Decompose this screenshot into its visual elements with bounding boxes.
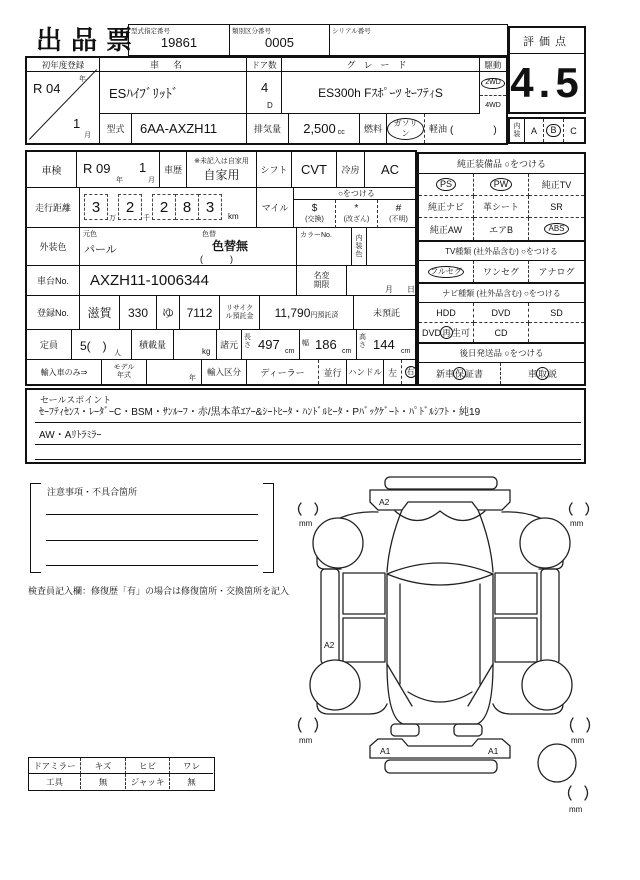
- width-cell: [300, 330, 357, 360]
- mileage-digit-4: 8: [175, 194, 199, 220]
- doors-value: 4: [261, 80, 269, 95]
- equipment-box: [417, 152, 586, 242]
- shaken-cell: [77, 152, 160, 188]
- cooling-label: 冷房: [337, 152, 365, 188]
- mileage-label: 走行距離: [27, 188, 80, 228]
- history-cell: [187, 152, 257, 188]
- color-change-value: 色替無: [212, 239, 249, 253]
- navi-dvd: DVD: [474, 303, 529, 323]
- unit-label-spare: mm: [569, 805, 583, 814]
- shaken-month: 1: [139, 160, 147, 175]
- displacement-cell: [289, 114, 360, 143]
- inspector-note: 検査員記入欄：修復歴「有」の場合は修復箇所・交換箇所を記入: [28, 586, 290, 596]
- chassis-value: AXZH11-1006344: [80, 266, 297, 296]
- unit-label-rear-left: mm: [299, 736, 313, 745]
- notes-label: 注意事項・不具合箇所: [47, 487, 138, 497]
- fuel-diesel: 軽油 ( ): [425, 114, 506, 143]
- chassis-label: 車台No.: [27, 266, 80, 296]
- navi-type-header: ナビ種類 (社外品含む) ○をつける: [419, 284, 584, 303]
- import-label: 輸入車のみ⇒: [27, 360, 102, 384]
- grade-value: ES300h Fｽﾎﾟｰﾂ ｾｰﾌﾃｨS: [282, 72, 480, 114]
- load-unit: kg: [202, 347, 211, 356]
- equipment-tv: 純正TV: [529, 174, 584, 196]
- accessories-cell-jack-none: 無: [187, 776, 196, 787]
- interior-color-label: 内装色: [352, 228, 367, 266]
- sales-points-line1: ｾｰﾌﾃｨｾﾝｽ・ﾚｰﾀﾞｰC・BSM・ｻﾝﾙｰﾌ・赤/黒本革ｴｱｰ&ｼｰﾄﾋｰﾀ・ﾊﾝﾄﾞﾙﾋｰﾀ・Pﾊﾞｯｸｹﾞｰﾄ・ﾊﾟﾄﾞﾙｼﾌﾄ・純19: [35, 403, 581, 423]
- nav-empty-cell: [529, 323, 584, 342]
- mileage-digit-5: 3: [198, 194, 222, 220]
- fuel-paren: ( ): [450, 125, 497, 136]
- model-label: 型式: [100, 114, 132, 143]
- displacement-label: 排気量: [247, 114, 289, 143]
- front-panel-icon: [370, 490, 510, 510]
- door-front-left-icon: [343, 573, 385, 614]
- original-color-label: 元色: [83, 231, 97, 238]
- import-type-parallel: 並行: [319, 360, 347, 384]
- shaken-month-unit: 月: [148, 177, 155, 184]
- unit-label-rear-right: mm: [571, 736, 585, 745]
- type-designation-value: 19861: [160, 35, 198, 50]
- cooling-value: AC: [365, 152, 415, 188]
- hood-lines-icon: [395, 511, 485, 521]
- quarter-lines-icon: [387, 664, 493, 706]
- mileage-unit-man: 万: [109, 215, 116, 222]
- rear-bumper-icon: [385, 760, 497, 773]
- capacity-cell: [72, 330, 132, 360]
- door-front-right-icon: [495, 573, 537, 614]
- recycle-label: リサイクル預託金: [220, 296, 260, 330]
- shift-label: シフト: [257, 152, 292, 188]
- mileage-digit-1: 3: [84, 194, 108, 220]
- score-box: [508, 26, 586, 114]
- score-value: 4.5: [510, 58, 584, 106]
- bracket-spare-icon: [569, 786, 588, 800]
- interior-grade-b: B: [544, 119, 564, 142]
- import-type-label: 輸入区分: [202, 360, 247, 384]
- height-cell: [357, 330, 419, 360]
- first-reg-month-unit: 月: [84, 132, 91, 139]
- accessories-cell-doormirror: ドアミラー: [29, 758, 81, 774]
- model-value: 6AA-AXZH11: [132, 114, 247, 143]
- spec-label: 諸元: [217, 330, 242, 360]
- width-label: 幅: [302, 340, 309, 347]
- recycle-value: 11,790: [274, 305, 311, 320]
- first-reg-year: R 04: [33, 81, 61, 96]
- accessories-cell-jack: ジャッキ: [126, 774, 170, 789]
- first-reg-cell: [27, 72, 100, 143]
- height-unit: cm: [401, 348, 411, 355]
- windshield-icon: [387, 563, 493, 585]
- car-top-view-diagram: [283, 472, 625, 822]
- capacity-unit: 人: [114, 350, 121, 357]
- first-reg-year-unit: 年: [79, 76, 86, 83]
- mileage-mark-exchange: $ (交換): [294, 200, 336, 228]
- displacement-value: 2,500: [303, 121, 336, 136]
- car-name-value: ESﾊｲﾌﾞﾘｯﾄﾞ: [100, 72, 247, 114]
- mileage-mark-unknown: # (不明): [378, 200, 419, 228]
- tv-oneseg: ワンセグ: [474, 261, 529, 282]
- tv-analog: アナログ: [538, 267, 575, 277]
- rear-light-right-icon: [454, 724, 482, 736]
- accessories-table: [28, 757, 215, 791]
- exterior-color-label: 外装色: [27, 228, 80, 266]
- navi-cd: CD: [474, 323, 529, 342]
- height-value: 144: [373, 337, 395, 352]
- grade-label: グレード: [282, 58, 480, 72]
- length-cell: [242, 330, 300, 360]
- shift-value: CVT: [292, 152, 337, 188]
- fuel-gasoline: ガソリン: [387, 114, 425, 143]
- later-items-box: [417, 342, 586, 386]
- rear-damage-label-left: A1: [380, 746, 391, 756]
- vehicle-table: [25, 56, 508, 145]
- doors-cell: [247, 72, 282, 114]
- classification-box: [229, 24, 330, 56]
- later-item-warranty: 新車 保 証書: [419, 363, 501, 384]
- mileage-digit-3: 2: [152, 194, 176, 220]
- shaken-label: 車検: [27, 152, 77, 188]
- model-year-label: モデル年式: [102, 360, 147, 384]
- bracket-rear-right-icon: [571, 718, 590, 732]
- equipment-sr: SR: [529, 196, 584, 218]
- interior-grade-box: [508, 117, 586, 144]
- wheel-front-left-icon: [313, 518, 363, 568]
- bracket-rear-left-icon: [299, 718, 318, 732]
- handle-left: 左: [384, 360, 402, 384]
- color-no-cell: [297, 228, 352, 266]
- name-change-label: 名変期限: [297, 266, 347, 296]
- navi-hdd: HDD: [419, 303, 474, 323]
- detail-table: [25, 150, 417, 386]
- mileage-mark-header: ○をつける: [294, 188, 419, 200]
- front-damage-label: A2: [379, 497, 390, 507]
- original-color-value: パール: [84, 244, 117, 256]
- serial-label: シリアル番号: [332, 28, 371, 35]
- rear-damage-label-right: A1: [488, 746, 499, 756]
- mile-label: マイル: [257, 188, 294, 228]
- width-value: 186: [315, 337, 337, 352]
- accessories-cell-tools-none: 無: [81, 774, 126, 789]
- registration-label: 登録No.: [27, 296, 80, 330]
- history-label: 車歴: [160, 152, 187, 188]
- mileage-mark-tampered: * (改ざん): [336, 200, 378, 228]
- name-change-month: 月: [385, 285, 393, 294]
- interior-grade-label: 内装: [510, 119, 525, 142]
- capacity-value: 5( ): [80, 339, 107, 353]
- equipment-header: 純正装備品 ○をつける: [419, 154, 584, 174]
- name-change-day: 日: [407, 285, 415, 294]
- notes-line-3: [46, 549, 258, 566]
- navi-sd: SD: [529, 303, 584, 323]
- height-label: 高さ: [359, 334, 366, 349]
- equipment-leather: 革シート: [474, 196, 529, 218]
- score-label: 評価点: [510, 28, 584, 54]
- door-rear-left-icon: [343, 618, 385, 662]
- handle-right: 右: [406, 367, 415, 376]
- unit-label-front-right: mm: [570, 519, 584, 528]
- equipment-abs: ABS: [529, 218, 584, 240]
- capacity-label: 定員: [27, 330, 72, 360]
- mileage-unit-km: km: [228, 212, 239, 221]
- notes-line-2: [46, 524, 258, 541]
- name-change-cell: [347, 266, 419, 296]
- drive-2wd: 2WD: [480, 72, 506, 96]
- wheel-rear-right-icon: [522, 660, 572, 710]
- tv-type-box: [417, 240, 586, 284]
- rear-body-icon: [387, 664, 493, 724]
- displacement-unit: cc: [337, 129, 345, 136]
- handle-label: ハンドル: [347, 360, 384, 384]
- equipment-navi: 純正ナビ: [419, 196, 474, 218]
- car-name-label: 車名: [100, 58, 247, 72]
- equipment-aw: 純正AW: [419, 218, 474, 240]
- equipment-ps: PS: [419, 174, 474, 196]
- side-damage-label: A2: [324, 640, 335, 650]
- unit-label-front-left: mm: [299, 519, 313, 528]
- shaken-year: R 09: [83, 161, 111, 176]
- mileage-unit-sen: 千: [143, 215, 150, 222]
- color-change-label: 色替: [202, 231, 216, 238]
- body-side-lines-icon: [387, 574, 493, 664]
- color-change-paren: ( ): [200, 254, 233, 264]
- first-reg-label: 初年度登録: [27, 58, 100, 72]
- accessories-cell-crack: ヒビ: [126, 758, 170, 774]
- wheel-rear-left-icon: [310, 660, 360, 710]
- sales-points-line3: [35, 447, 581, 460]
- recycle-value-cell: [260, 296, 354, 330]
- interior-grade-c: C: [570, 125, 577, 136]
- history-note: ※未記入は自家用: [194, 158, 249, 165]
- serial-box: [329, 24, 508, 56]
- first-reg-month: 1: [73, 116, 81, 131]
- accessories-cell-break: ワレ: [170, 758, 213, 774]
- accessories-cell-tools: 工具: [29, 774, 81, 789]
- rear-window-icon: [408, 692, 472, 702]
- type-designation-label: 型式指定番号: [131, 28, 170, 35]
- tv-fullseg: フルセグ: [419, 261, 474, 282]
- equipment-airbag: エアB: [474, 218, 529, 240]
- type-designation-box: [128, 24, 230, 56]
- registration-class: 330: [120, 296, 157, 330]
- page-title: 出品票: [36, 25, 142, 55]
- notes-line-1: [46, 498, 258, 515]
- mileage-digit-2: 2: [118, 194, 142, 220]
- navi-dvd-play: DVD 再 生可: [419, 323, 474, 342]
- width-unit: cm: [342, 348, 352, 355]
- later-item-manual: 車 取 説: [527, 369, 558, 379]
- sales-points-label: セールスポイント: [40, 395, 112, 405]
- rear-light-left-icon: [391, 724, 419, 736]
- bracket-front-right-icon: [570, 503, 589, 515]
- later-items-header: 後日発送品 ○をつける: [419, 344, 584, 363]
- mileage-digits-cell: [80, 188, 257, 228]
- recycle-suffix: 円預託済: [310, 311, 339, 319]
- notes-bracket-left: [30, 483, 41, 573]
- spare-tire-icon: [538, 744, 576, 782]
- sales-points-box: [25, 388, 586, 464]
- load-cell: [174, 330, 217, 360]
- length-unit: cm: [285, 348, 295, 355]
- door-rear-right-icon: [495, 618, 537, 662]
- registration-kana: ゆ: [157, 296, 180, 330]
- front-bumper-icon: [385, 477, 497, 489]
- interior-color-cell: [352, 228, 419, 266]
- equipment-pw: PW: [474, 174, 529, 196]
- fuel-label: 燃料: [360, 114, 387, 143]
- color-no-label: カラーNo.: [300, 232, 332, 239]
- history-value: 自家用: [203, 168, 240, 182]
- sales-points-line2: AW・Aﾘﾄﾗﾐﾗｰ: [35, 426, 581, 445]
- length-label: 長さ: [244, 334, 251, 349]
- notes-bracket-right: [263, 483, 274, 573]
- registration-number: 7112: [180, 296, 220, 330]
- recycle-none: 未預託: [354, 296, 419, 330]
- length-value: 497: [258, 337, 280, 352]
- color-cell: [80, 228, 297, 266]
- drive-label: 駆動: [480, 58, 506, 72]
- classification-label: 類別区分番号: [232, 28, 271, 35]
- rocker-right-icon: [541, 569, 559, 664]
- bracket-front-left-icon: [299, 503, 318, 515]
- load-label: 積載量: [132, 330, 174, 360]
- shaken-year-unit: 年: [116, 177, 123, 184]
- model-year-cell: [147, 360, 202, 384]
- navi-type-box: [417, 282, 586, 344]
- doors-label: ドア数: [247, 58, 282, 72]
- roof-lines-icon: [400, 584, 480, 684]
- interior-grade-a: A: [525, 119, 544, 142]
- tv-type-header: TV種類 (社外品含む) ○をつける: [419, 242, 584, 261]
- registration-region: 滋賀: [80, 296, 120, 330]
- accessories-cell-scratch: キズ: [81, 758, 126, 774]
- drive-cell: [480, 72, 506, 114]
- import-type-dealer: ディーラー: [247, 360, 319, 384]
- model-year-unit: 年: [189, 375, 196, 382]
- drive-4wd: 4WD: [485, 101, 501, 109]
- wheel-front-right-icon: [520, 518, 570, 568]
- classification-value: 0005: [265, 35, 294, 50]
- doors-unit: D: [267, 101, 273, 110]
